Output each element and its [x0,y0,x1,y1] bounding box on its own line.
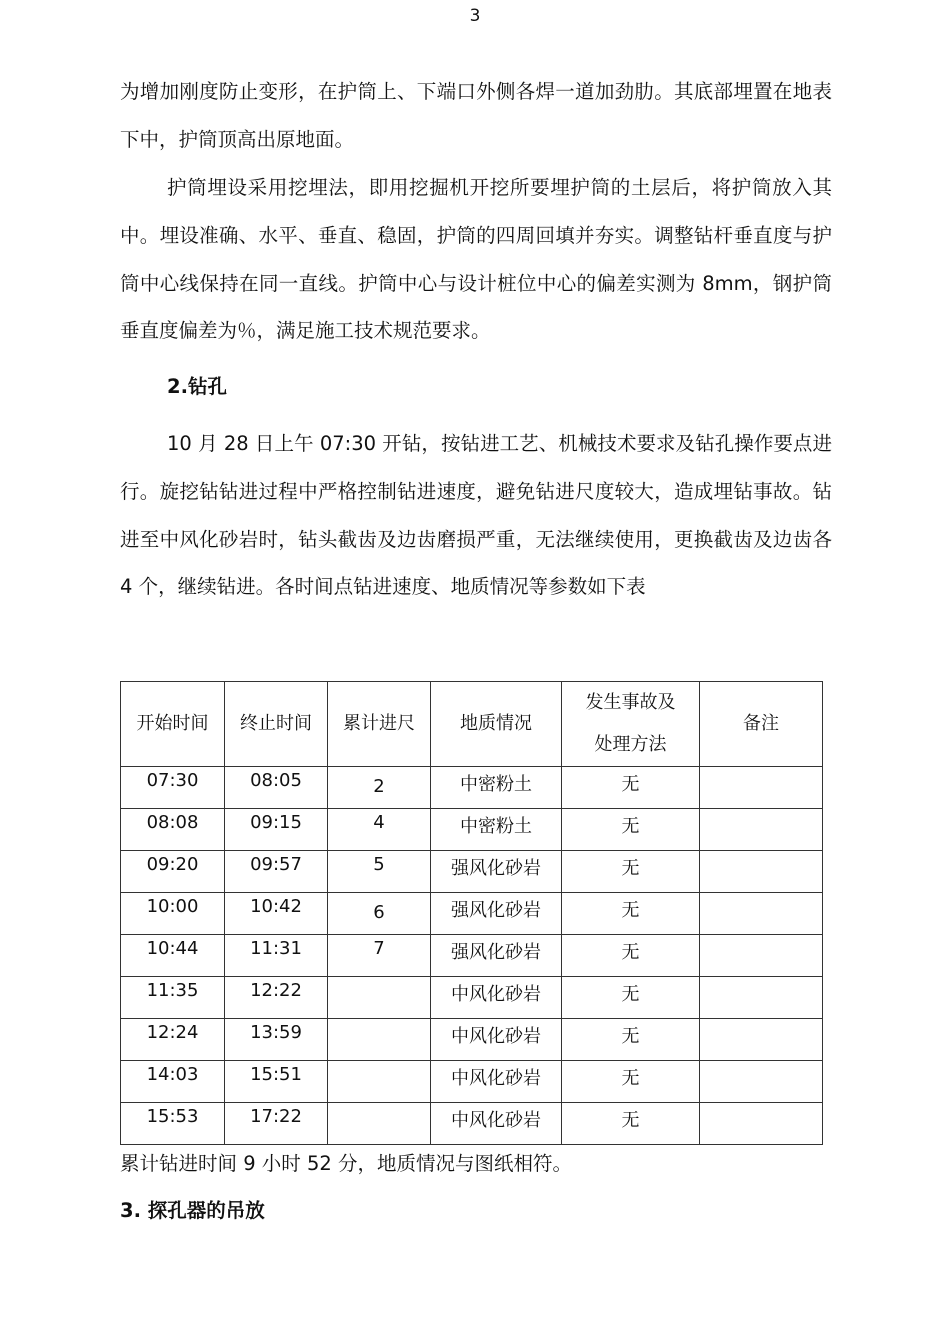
header-end-time: 终止时间 [225,682,328,767]
header-remarks: 备注 [700,682,823,767]
table-header-row [121,682,823,767]
paragraph-drilling-process: 10 月 28 日上午 07:30 开钻，按钻进工艺、机械技术要求及钻孔操作要点进行。旋挖钻钻进过程中严格控制钻进速度，避免钻进尺度较大，造成埋钻事故。钻进至中风化砂岩时，钻头截齿及边齿磨损严重，无法继续使用，更换截齿及边齿各 4 个，继续钻进。各时间点钻进速度、地质情况等参数如下表 [120,432,832,599]
cell-depth: 6 [328,893,431,935]
cell-depth [328,1103,431,1145]
table-row [121,809,823,851]
drilling-summary: 累计钻进时间 9 小时 52 分，地质情况与图纸相符。 [120,1152,573,1175]
cell-end: 12:22 [225,977,328,1019]
cell-incident: 无 [562,1019,700,1061]
drilling-record-table [120,681,823,1145]
cell-depth [328,1019,431,1061]
cell-geology: 强风化砂岩 [431,893,562,935]
table-row [121,1019,823,1061]
cell-start: 15:53 [121,1103,225,1145]
cell-start: 12:24 [121,1019,225,1061]
cell-end: 09:57 [225,851,328,893]
cell-start: 11:35 [121,977,225,1019]
cell-start: 10:44 [121,935,225,977]
cell-remarks [700,767,823,809]
cell-incident: 无 [562,935,700,977]
cell-incident: 无 [562,1061,700,1103]
cell-end: 09:15 [225,809,328,851]
cell-incident: 无 [562,1103,700,1145]
cell-geology: 中密粉土 [431,809,562,851]
cell-geology: 中风化砂岩 [431,1019,562,1061]
page-number: 3 [469,6,481,26]
table-row [121,1103,823,1145]
cell-depth [328,1061,431,1103]
cell-geology: 中密粉土 [431,767,562,809]
cell-remarks [700,935,823,977]
cell-remarks [700,809,823,851]
cell-end: 13:59 [225,1019,328,1061]
cell-depth: 4 [328,809,431,851]
table-row [121,851,823,893]
cell-remarks [700,1103,823,1145]
cell-start: 08:08 [121,809,225,851]
header-geology: 地质情况 [431,682,562,767]
header-start-time: 开始时间 [121,682,225,767]
cell-incident: 无 [562,893,700,935]
section-heading-drilling: 2.钻孔 [167,375,227,398]
cell-incident: 无 [562,809,700,851]
cell-geology: 强风化砂岩 [431,851,562,893]
table-row [121,767,823,809]
section-heading-probe: 3. 探孔器的吊放 [120,1199,265,1222]
cell-remarks [700,893,823,935]
cell-incident: 无 [562,767,700,809]
cell-geology: 中风化砂岩 [431,977,562,1019]
cell-start: 09:20 [121,851,225,893]
cell-end: 17:22 [225,1103,328,1145]
cell-start: 07:30 [121,767,225,809]
table-row [121,1061,823,1103]
table-row [121,893,823,935]
cell-start: 10:00 [121,893,225,935]
table-row [121,977,823,1019]
cell-depth: 5 [328,851,431,893]
cell-depth [328,977,431,1019]
cell-depth: 7 [328,935,431,977]
cell-incident: 无 [562,977,700,1019]
cell-end: 11:31 [225,935,328,977]
cell-depth: 2 [328,767,431,809]
cell-start: 14:03 [121,1061,225,1103]
table-row [121,935,823,977]
paragraph-casing-stiffening: 为增加刚度防止变形，在护筒上、下端口外侧各焊一道加劲肋。其底部埋置在地表下中，护筒顶高出原地面。 [120,80,832,151]
cell-geology: 强风化砂岩 [431,935,562,977]
cell-remarks [700,977,823,1019]
header-cumulative-depth: 累计进尺 [328,682,431,767]
cell-incident: 无 [562,851,700,893]
cell-remarks [700,851,823,893]
cell-end: 08:05 [225,767,328,809]
cell-end: 10:42 [225,893,328,935]
cell-end: 15:51 [225,1061,328,1103]
cell-geology: 中风化砂岩 [431,1061,562,1103]
cell-geology: 中风化砂岩 [431,1103,562,1145]
cell-remarks [700,1019,823,1061]
paragraph-casing-burial: 护筒埋设采用挖埋法，即用挖掘机开挖所要埋护筒的土层后，将护筒放入其中。埋设准确、水平、垂直、稳固，护筒的四周回填并夯实。调整钻杆垂直度与护筒中心线保持在同一直线。护筒中心与设计桩位中心的偏差实测为 8mm，钢护筒垂直度偏差为％，满足施工技术规范要求。 [120,176,832,343]
header-incident-handling: 发生事故及处理方法 [562,682,700,767]
cell-remarks [700,1061,823,1103]
